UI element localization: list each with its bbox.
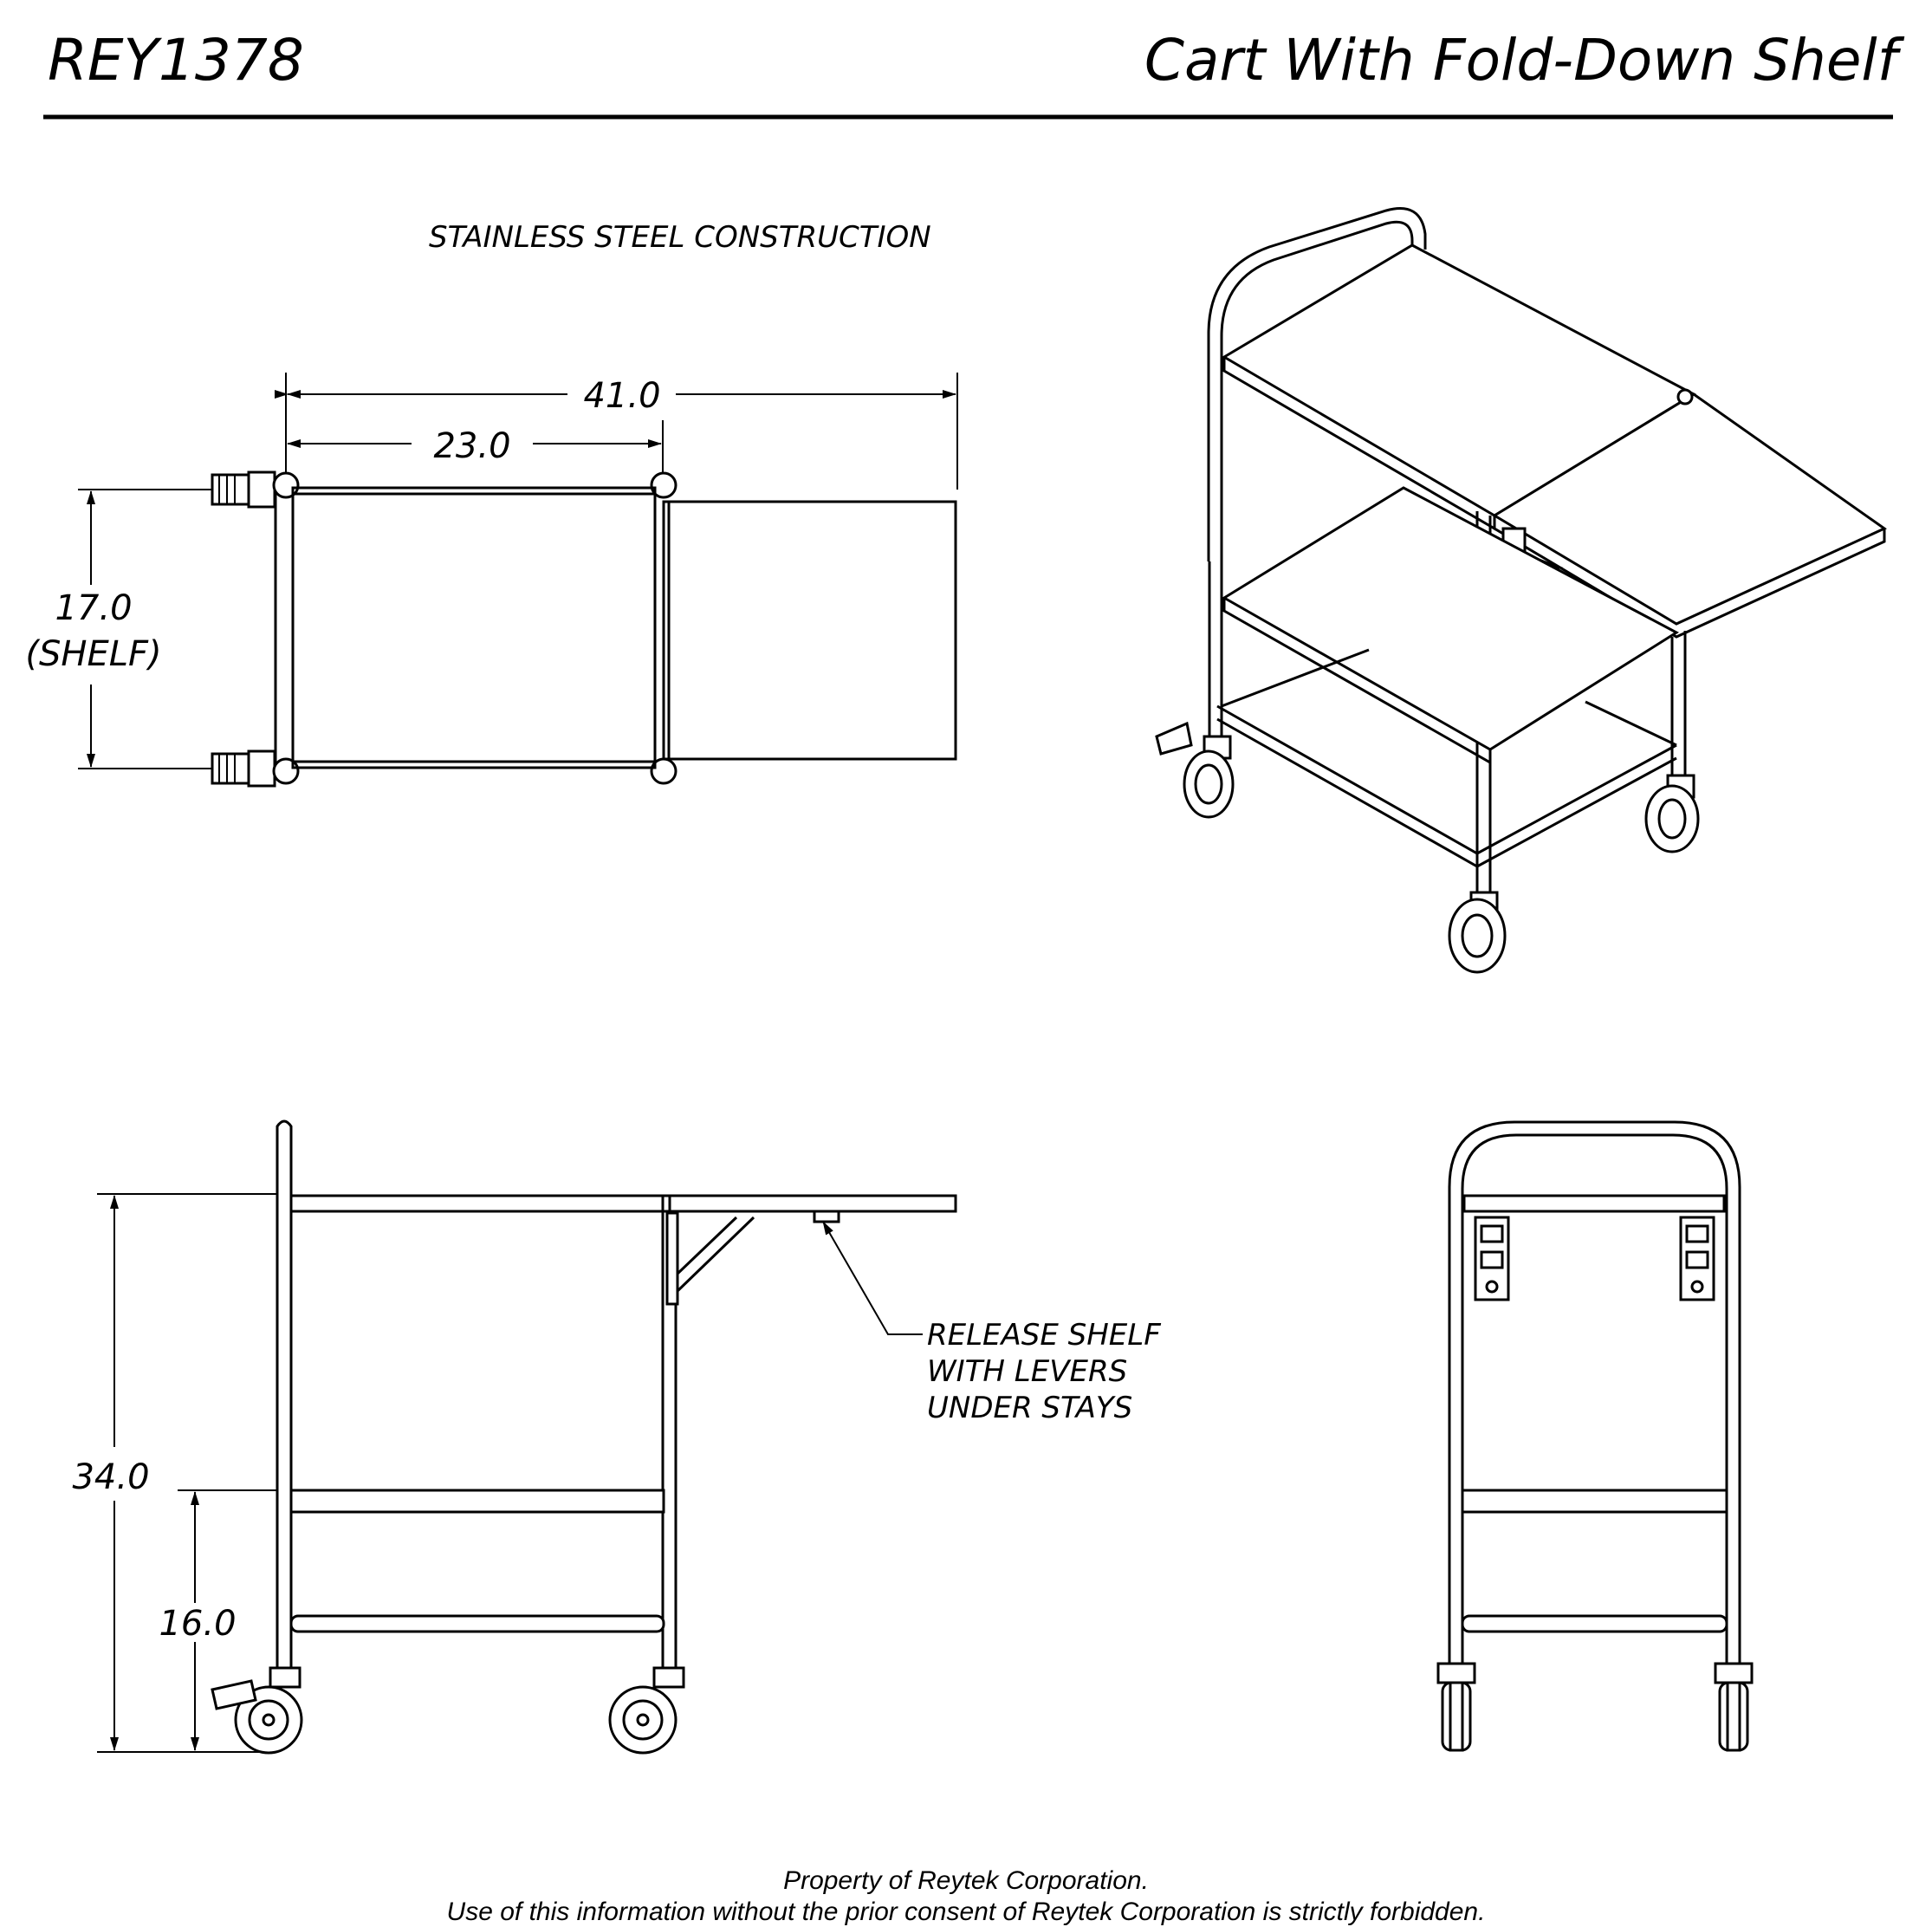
footer-line1: Property of Reytek Corporation. <box>783 1866 1149 1895</box>
top-caster-upper <box>212 472 275 507</box>
end-stay-right <box>1681 1217 1714 1300</box>
footer-line2: Use of this information without the prior consent of Reytek Corporation is strictly forbidden. <box>446 1898 1486 1926</box>
dim-overall-length: 41.0 <box>583 376 661 416</box>
iso-caster-rear-right <box>1646 775 1698 852</box>
isometric-view <box>1157 209 1884 972</box>
drawing-title: Cart With Fold-Down Shelf <box>1144 27 1897 94</box>
side-view <box>72 1121 1161 1753</box>
end-view <box>1438 1122 1752 1750</box>
iso-caster-front-right <box>1449 892 1505 972</box>
side-caster-left <box>212 1668 301 1753</box>
release-note-line3: UNDER STAYS <box>927 1391 1133 1425</box>
release-note-line1: RELEASE SHELF <box>927 1318 1161 1353</box>
end-caster-right <box>1715 1664 1752 1750</box>
material-note: STAINLESS STEEL CONSTRUCTION <box>429 220 931 255</box>
dim-lower-shelf-height: 16.0 <box>159 1604 237 1644</box>
dim-overall-height: 34.0 <box>72 1457 150 1497</box>
release-note-line2: WITH LEVERS <box>927 1354 1128 1389</box>
side-caster-right <box>610 1668 684 1753</box>
top-view <box>25 373 957 786</box>
dim-cart-length: 23.0 <box>433 426 511 466</box>
end-stay-left <box>1475 1217 1508 1300</box>
iso-caster-front-left <box>1157 723 1233 817</box>
dim-shelf-width: 17.0 <box>55 588 133 628</box>
part-number: REY1378 <box>48 27 304 94</box>
end-caster-left <box>1438 1664 1475 1750</box>
top-caster-lower <box>212 751 275 786</box>
dim-shelf-note: (SHELF) <box>25 634 162 674</box>
